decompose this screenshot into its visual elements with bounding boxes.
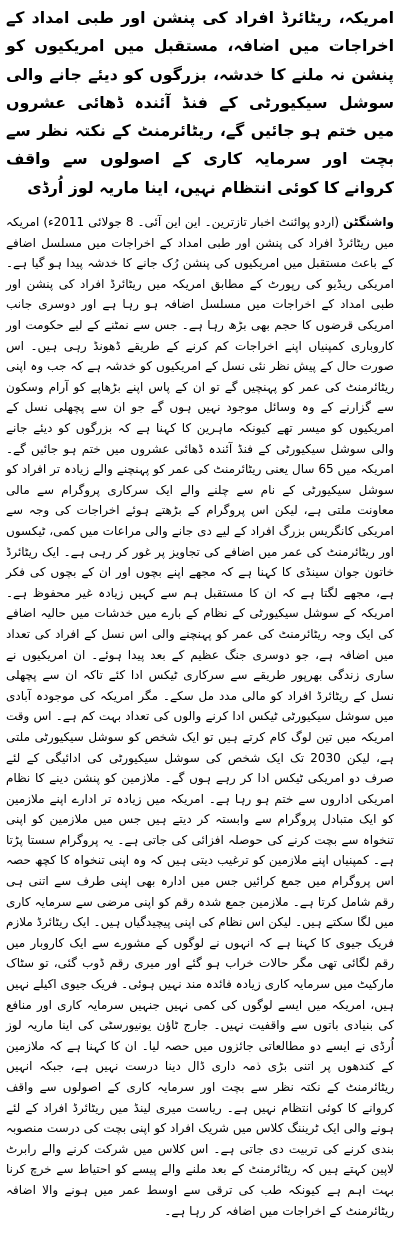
- article-body: [6, 212, 394, 1221]
- article-dateline: واشنگٹن: [343, 215, 394, 230]
- article-body-text: (اردو پوائنٹ اخبار تازترین۔ این این آئی۔ 8 جولائی 2011ء) امریکہ میں ریٹائرڈ افراد کی پنشن اور طبی امداد کے اخراجات میں مسلسل اضافے کے باعث مستقبل میں امریکیوں کی پنشن رُک جانے کا خدشہ پیدا ہو گیا ہے۔ امریکی ریڈیو کی رپورٹ کے مطابق امریکہ میں ریٹائرڈ افراد کی پنشن اور طبی امداد کے اخراجات میں مسلسل اضافہ ہو رہا ہے اور دوسری جانب امریکی قرضوں کا حجم بھی بڑھ رہا ہے۔ جس سے نمٹنے کے لیے حکومت اور کاروباری کمپنیاں اپنے اخراجات کم کرنے کے طریقے ڈھونڈ رہی ہیں۔ اس صورت حال کے پیش نظر نئی نسل کے امریکیوں کو خدشہ ہے کہ جب وہ اپنی ریٹائرمنٹ کی عمر کو پہنچیں گے تو ان کے پاس اپنے بڑھاپے کو آرام وسکون سے گزارنے کے وہ وسائل موجود نہیں ہوں گے جو ان سے پچھلی نسل کے امریکیوں کو میسر تھے کیونکہ ماہرین کا کہنا ہے کہ بزرگوں کو دیئے جانے والی سوشل سیکیورٹی کے فنڈ آئندہ ڈھائی عشروں میں ختم ہو جائیں گے۔ امریکہ میں 65 سال یعنی ریٹائرمنٹ کی عمر کو پہنچنے والے زیادہ تر افراد کو سوشل سیکیورٹی کے نام سے چلنے والے ایک سرکاری پروگرام سے مالی معاونت ملتی ہے، لیکن اس پروگرام کے بڑھتے ہوئے اخراجات کی وجہ سے امریکی کانگریس بزرگ افراد کے لیے دی جانے والی مراعات میں کمی، ٹیکسوں اور ریٹائرمنٹ کی عمر میں اضافے کی تجاویز پر غور کر رہی ہے۔ ایک ریٹائرڈ خاتون جوان سینڈی کا کہنا ہے کہ مجھے اپنے بچوں اور ان کے بچوں کی فکر ہے، مجھے لگتا ہے کہ ان کا مستقبل ہم سے کہیں زیادہ غیر محفوظ ہے۔ امریکہ کے سوشل سیکیورٹی کے نظام کے بارے میں خدشات میں حالیہ اضافے کی ایک وجہ ریٹائرمنٹ کی عمر کو پہنچنے والی اس نسل کے افراد کی تعداد میں اضافہ ہے، جو دوسری جنگ عظیم کے بعد پیدا ہوئے۔ ان امریکیوں نے ساری زندگی بھرپور طریقے سے سرکاری ٹیکس ادا کئے تاکہ ان سے پچھلی نسل کے ریٹائرڈ افراد کو مالی مدد مل سکے۔ مگر امریکہ کی موجودہ آبادی میں سوشل سیکیورٹی ٹیکس ادا کرنے والوں کی تعداد بہت کم ہے۔ اس وقت امریکہ میں تین لوگ کام کرتے ہیں تو ایک شخص کو سوشل سیکیورٹی ملتی ہے، لیکن 2030 تک ایک شخص کی سوشل سیکیورٹی کی ادائیگی کے لئے صرف دو امریکی ٹیکس ادا کر رہے ہوں گے۔ ملازمین کو پنشن دینے کا نظام امریکی اداروں سے ختم ہو رہا ہے۔ امریکہ میں زیادہ تر ادارے اپنے ملازمین کو ایک متبادل پروگرام سے وابستہ کر دیتے ہیں جس میں ملازمین کو اپنی تنخواہ سے بچت کرنے کی حوصلہ افزائی کی جاتی ہے۔ یہ پروگرام سستا پڑتا ہے۔ کمپنیاں اپنے ملازمین کو ترغیب دیتی ہیں کہ وہ اپنی تنخواہ کا کچھ حصہ اس پروگرام میں جمع کرائیں جس میں ادارہ بھی اپنی طرف سے اتنی ہی رقم شامل کرتا ہے۔ ملازمین جمع شدہ رقم کو اپنی مرضی سے سرمایہ کاری میں لگا سکتے ہیں۔ لیکن اس نظام کی اپنی پیچیدگیاں ہیں۔ ایک ریٹائرڈ ملازم فریک جیوی کا کہنا ہے کہ انہوں نے لوگوں کے مشورے سے ایک کاروبار میں رقم لگائی تھی مگر حالات خراب ہو گئے اور میری رقم ڈوب گئی، تو سٹاک مارکیٹ میں سرمایہ کاری زیادہ فائدہ مند نہیں ہوئی۔ فریک جیوی اکیلے نہیں ہیں، امریکہ میں ایسے لوگوں کی کمی نہیں جنہیں سرمایہ کاری اور منافع کی بنیادی باتوں سے واقفیت نہیں۔ جارج ٹاؤن یونیورسٹی کی اینا ماریہ لوز اُرڈی نے ایسے دو مطالعاتی جائزوں میں حصہ لیا۔ ان کا کہنا ہے کہ ملازمین کے کندھوں پر اتنی بڑی ذمہ داری ڈال دینا درست نہیں ہے، جبکہ انہیں ریٹائرمنٹ کے نکتہ نظر سے بچت اور سرمایہ کاری کے اصولوں سے واقف کروانے کا کوئی انتظام نہیں ہے۔ ریاست میری لینڈ میں ریٹائرڈ افراد کے لئے ہونے والی ایک ٹریننگ کلاس میں شریک افراد کو اپنی بچت کی درست منصوبہ بندی کرنے کی تربیت دی جاتی ہے۔ اس کلاس میں شرکت کرنے والے رابرٹ لاپین کہتے ہیں کہ ریٹائرمنٹ کے بعد ملنے والے پیسے کو احتیاط سے خرچ کرنا بہت اہم ہے کیونکہ طب کی ترقی سے اوسط عمر میں ہونے والا اضافہ ریٹائرمنٹ کے اخراجات میں اضافہ کر رہا ہے۔: [6, 215, 395, 1218]
- article-headline: امریکہ، ریٹائرڈ افراد کی پنشن اور طبی امداد کے اخراجات میں اضافہ، مستقبل میں امریکیوں کو پنشن نہ ملنے کا خدشہ، بزرگوں کو دیئے جانے والی سوشل سیکیورٹی کے فنڈ آئندہ ڈھائی عشروں میں ختم ہو جائیں گے، ریٹائرمنٹ کے نکتہ نظر سے بچت اور سرمایہ کاری کے اصولوں سے واقف کروانے کا کوئی انتظام نہیں، اینا ماریہ لوز اُرڈی: [6, 8, 394, 197]
